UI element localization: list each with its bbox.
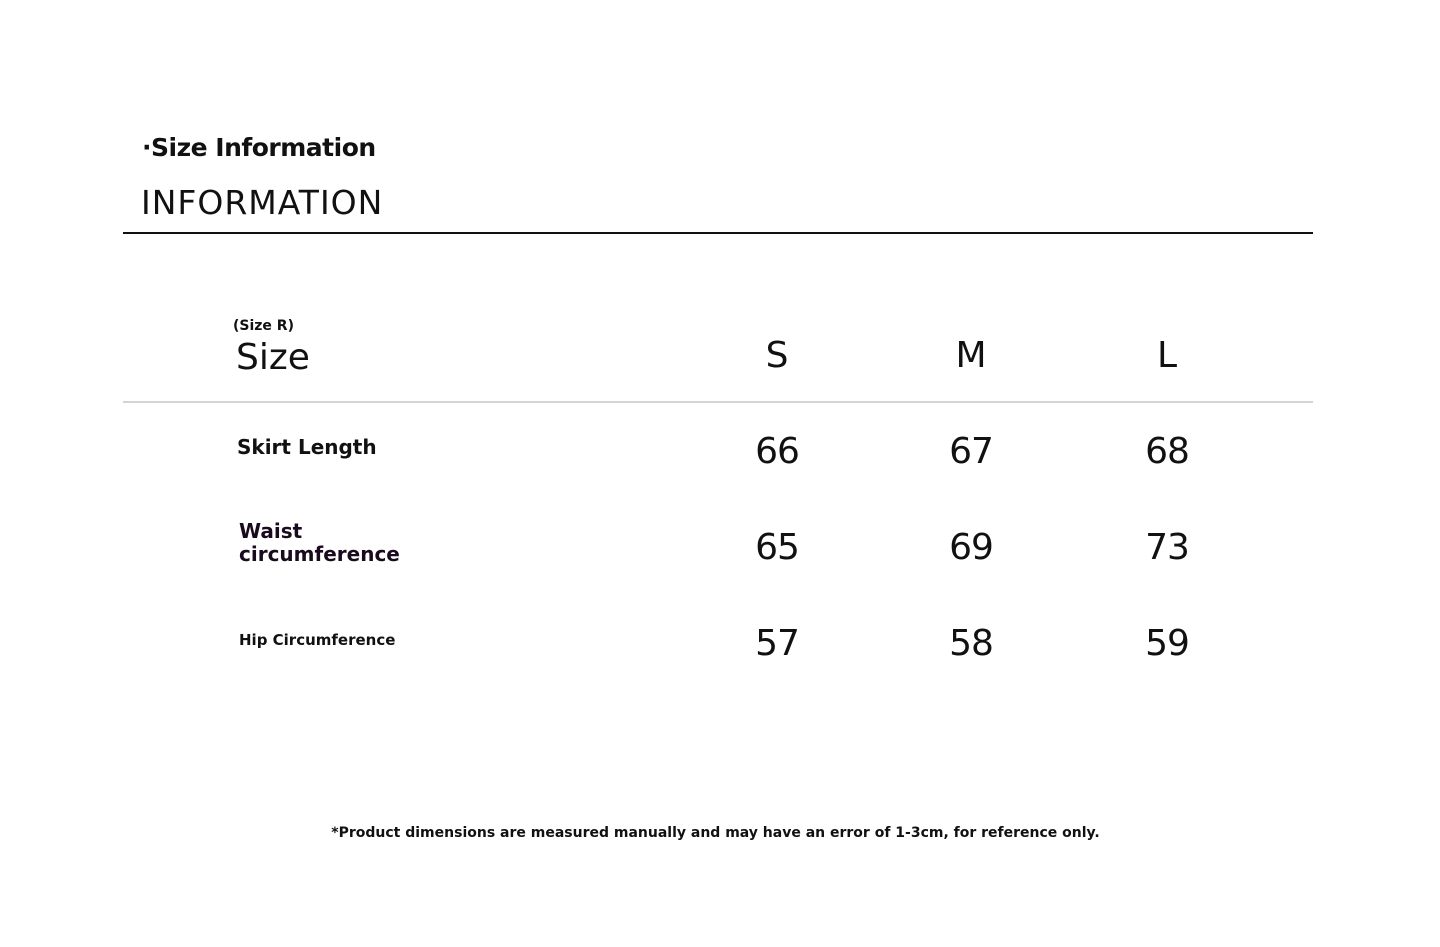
cell-hip-s: 57 bbox=[755, 623, 799, 664]
section-heading: INFORMATION bbox=[141, 183, 384, 222]
header-divider bbox=[123, 401, 1313, 403]
cell-skirt-length-l: 68 bbox=[1145, 431, 1189, 472]
row-label-hip-circumference: Hip Circumference bbox=[239, 631, 396, 649]
cell-hip-l: 59 bbox=[1145, 623, 1189, 664]
footnote: *Product dimensions are measured manually and may have an error of 1-3cm, for reference only. bbox=[331, 825, 1100, 841]
cell-waist-m: 69 bbox=[949, 527, 993, 568]
heading-divider bbox=[123, 232, 1313, 234]
column-header-l: L bbox=[1156, 335, 1178, 376]
row-label-skirt-length: Skirt Length bbox=[237, 435, 377, 459]
cell-waist-l: 73 bbox=[1145, 527, 1189, 568]
size-column-title: Size bbox=[236, 337, 310, 378]
size-note: (Size R) bbox=[233, 318, 294, 334]
cell-waist-s: 65 bbox=[755, 527, 799, 568]
column-header-s: S bbox=[765, 335, 789, 376]
row-label-waist-circumference: Waist circumference bbox=[239, 519, 400, 566]
column-header-m: M bbox=[955, 335, 987, 376]
cell-skirt-length-m: 67 bbox=[949, 431, 993, 472]
cell-skirt-length-s: 66 bbox=[755, 431, 799, 472]
cell-hip-m: 58 bbox=[949, 623, 993, 664]
section-label: ·Size Information bbox=[142, 133, 376, 162]
